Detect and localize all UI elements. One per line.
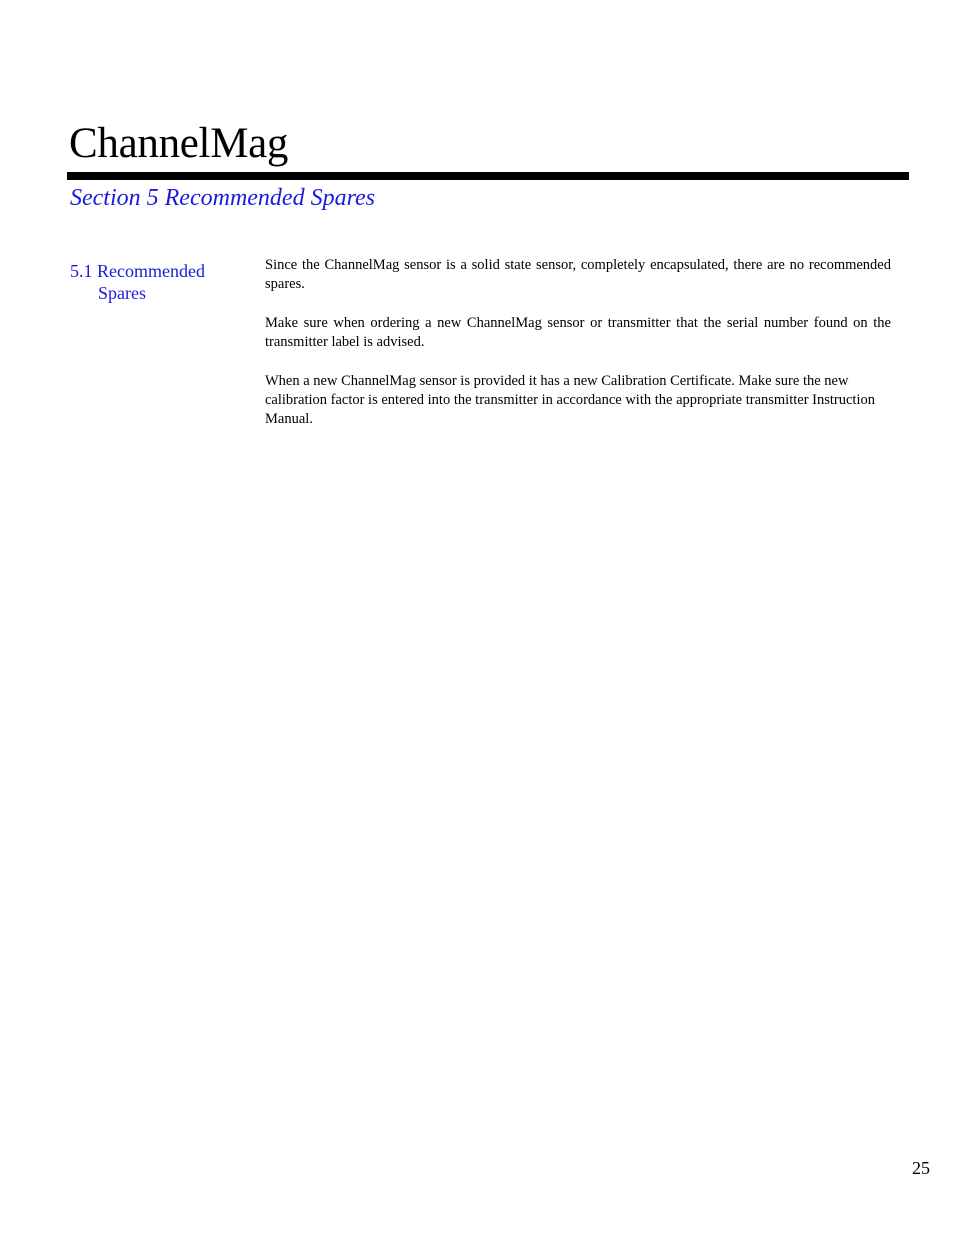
subsection-heading-line1: 5.1 Recommended (70, 261, 205, 281)
title-divider-rule (67, 172, 909, 180)
paragraph-no-spares: Since the ChannelMag sensor is a solid state sensor, completely encapsulated, there are no recommended spares. (265, 257, 891, 292)
page-number: 25 (912, 1158, 930, 1178)
body-text-column (265, 256, 891, 449)
subsection-heading (70, 260, 240, 304)
section-heading: Section 5 Recommended Spares (70, 185, 376, 211)
paragraph-calibration: When a new ChannelMag sensor is provided it has a new Calibration Certificate. Make sure the new calibration factor is entered into the transmitter in accordance with the appropriate transmitter Instruction Manual. (265, 373, 875, 427)
subsection-heading-line2: Spares (98, 283, 146, 303)
document-title: ChannelMag (69, 120, 289, 167)
paragraph-serial-number: Make sure when ordering a new ChannelMag sensor or transmitter that the serial number found on the transmitter label is advised. (265, 315, 891, 350)
